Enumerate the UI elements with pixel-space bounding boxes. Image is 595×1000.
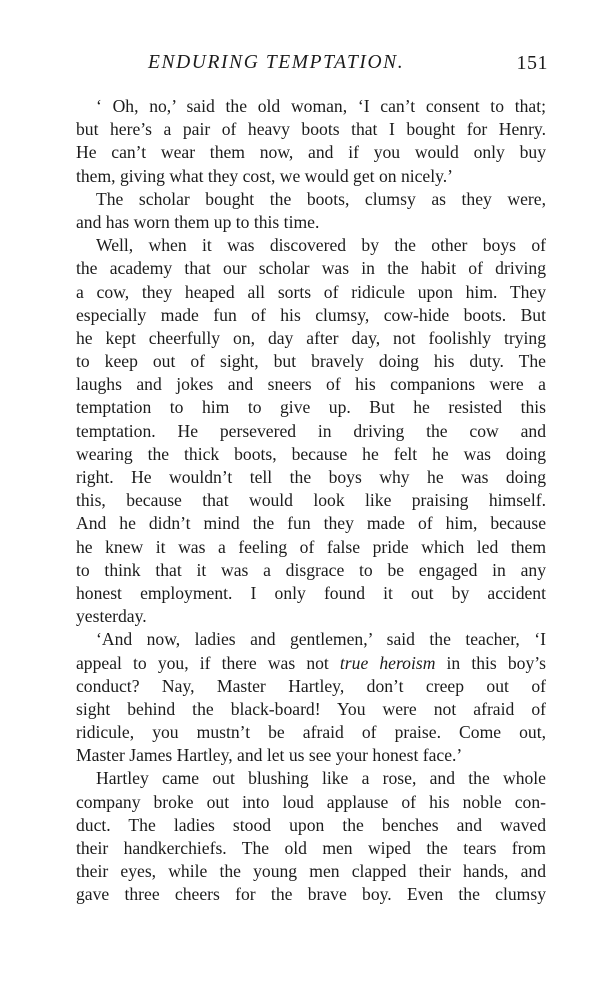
text-line: duct. The ladies stood upon the benches and waved xyxy=(76,814,546,835)
text-line: temptation. He persevered in driving the cow and xyxy=(76,420,546,441)
text-line xyxy=(76,652,546,675)
text-line: he kept cheerfully on, day after day, not foolishly trying xyxy=(76,327,546,348)
text-line: company broke out into loud applause of his noble con- xyxy=(76,791,546,812)
text-line: The scholar bought the boots, clumsy as they were, xyxy=(96,188,546,209)
text-line: he knew it was a feeling of false pride which led them xyxy=(76,536,546,557)
paragraph xyxy=(76,234,546,628)
text-line: He can’t wear them now, and if you would only buy xyxy=(76,142,546,163)
text-line: And he didn’t mind the fun they made of him, because xyxy=(76,513,546,534)
text-line: Hartley came out blushing like a rose, and the whole xyxy=(96,768,546,789)
text-line: especially made fun of his clumsy, cow-hide boots. But xyxy=(76,304,546,325)
text-line: Master James Hartley, and let us see your honest face.’ xyxy=(76,745,463,766)
running-title: ENDURING TEMPTATION. xyxy=(148,52,405,73)
text-line: yesterday. xyxy=(76,606,147,627)
text-line: a cow, they heaped all sorts of ridicule upon him. They xyxy=(76,281,546,302)
text-line: temptation to him to give up. But he resisted this xyxy=(76,397,546,418)
page-number: 151 xyxy=(516,52,548,74)
text-line: Well, when it was discovered by the other boys of xyxy=(96,235,546,256)
text-segment: appeal to you, if there was not xyxy=(76,652,340,673)
text-segment: in this boy’s xyxy=(435,652,546,673)
text-line: right. He wouldn’t tell the boys why he was doing xyxy=(76,467,546,487)
paragraph xyxy=(76,767,546,906)
text-line: their eyes, while the young men clapped their hands, and xyxy=(76,861,546,882)
text-line: their handkerchiefs. The old men wiped the tears from xyxy=(76,838,546,858)
text-line: to think that it was a disgrace to be engaged in any xyxy=(76,559,546,580)
text-line: to keep out of sight, but bravely doing his duty. The xyxy=(76,351,546,372)
text-line: this, because that would look like praising himself. xyxy=(76,490,546,511)
text-line: ‘ Oh, no,’ said the old woman, ‘I can’t consent to that; xyxy=(96,96,546,116)
text-line: ‘And now, ladies and gentlemen,’ said the teacher, ‘I xyxy=(96,629,546,650)
text-line: ridicule, you mustn’t be afraid of praise. Come out, xyxy=(76,722,546,743)
body-text xyxy=(76,95,546,907)
text-line: the academy that our scholar was in the habit of driving xyxy=(76,258,546,279)
text-line: laughs and jokes and sneers of his companions were a xyxy=(76,374,546,395)
text-line: wearing the thick boots, because he felt he was doing xyxy=(76,443,546,464)
italic-emphasis: true heroism xyxy=(339,652,436,673)
text-line: conduct? Nay, Master Hartley, don’t creep out of xyxy=(76,675,546,696)
running-head xyxy=(78,52,548,78)
text-line: honest employment. I only found it out by accident xyxy=(76,582,546,603)
text-line: and has worn them up to this time. xyxy=(76,211,320,232)
text-line: gave three cheers for the brave boy. Even the clumsy xyxy=(76,884,546,905)
paragraph xyxy=(76,95,546,188)
text-line: them, giving what they cost, we would get on nicely.’ xyxy=(76,165,454,186)
paragraph xyxy=(76,628,546,767)
paragraph xyxy=(76,188,546,234)
text-line: but here’s a pair of heavy boots that I bought for Henry. xyxy=(76,119,546,140)
text-line: sight behind the black-board! You were not afraid of xyxy=(76,698,546,719)
